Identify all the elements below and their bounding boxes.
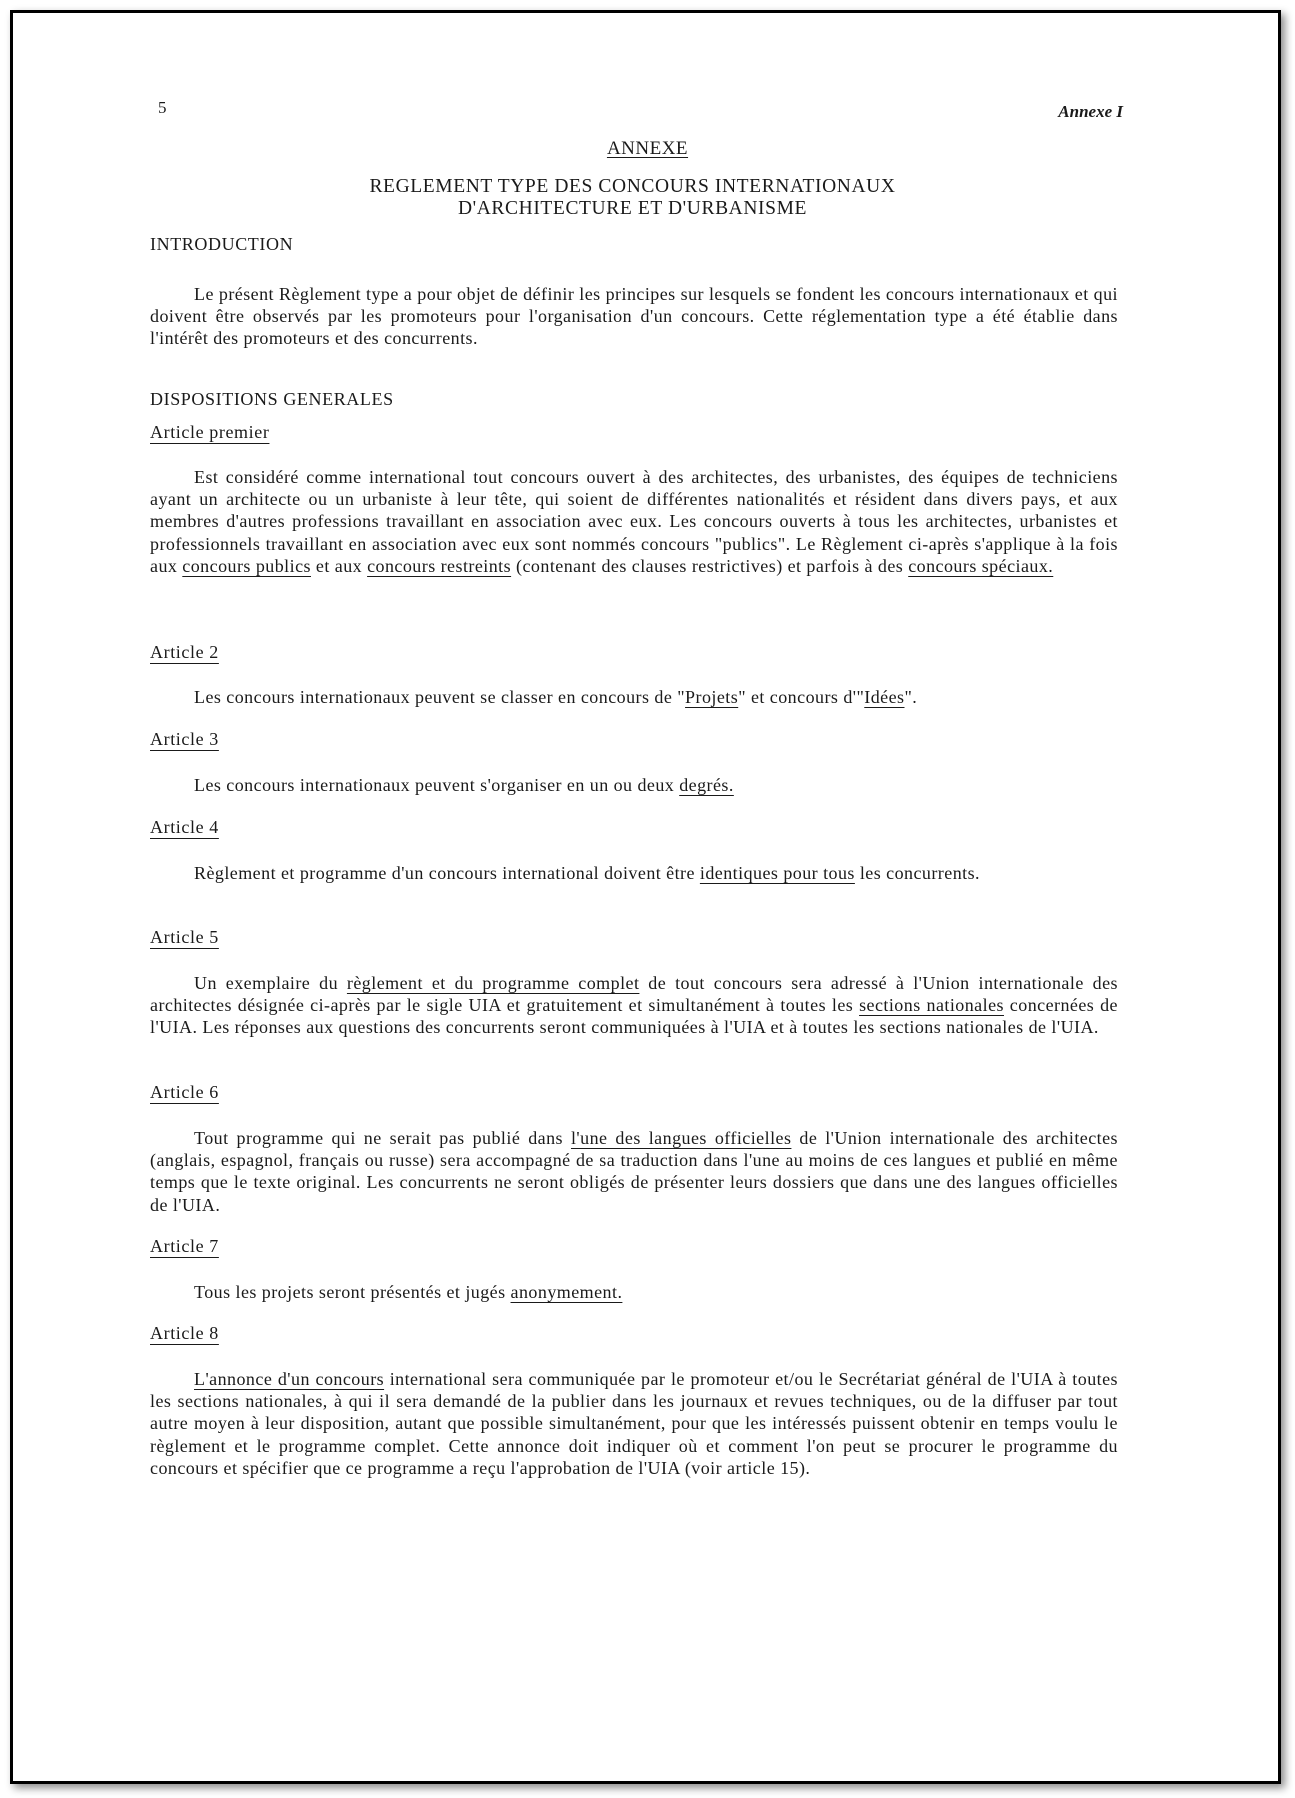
- article-6-text: Tout programme qui ne serait pas publié dans l'une des langues officielles de l'Union internationale des architectes (anglais, espagnol, français ou russe) sera accompagné de sa traduction dans l'une au moins de ces langues et publié en même temps que le texte original. Les concurrents ne seront obligés de présenter leurs dossiers que dans une des langues officielles de l'UIA.: [150, 1128, 1118, 1215]
- page-frame: [10, 10, 1281, 1784]
- article-8-text: L'annonce d'un concours international sera communiquée par le promoteur et/ou le Secrétariat général de l'UIA à toutes les sections nationales, à qui il sera demandé de la publier dans les journaux et revues techniques, ou de la diffuser par tout autre moyen à leur disposition, autant que possible simultanément, pour que les intéressés puissent obtenir en temps voulu le règlement et le programme complet. Cette annonce doit indiquer où et comment l'on peut se procurer le programme du concours et spécifier que ce programme a reçu l'approbation de l'UIA (voir article 15).: [150, 1369, 1118, 1478]
- introduction-text: Le présent Règlement type a pour objet de définir les principes sur lesquels se fondent les concours internationaux et qui doivent être observés par les promoteurs pour l'organisation d'un concours. Cette réglementation type a été établie dans l'intérêt des promoteurs et des concurrents.: [150, 284, 1118, 349]
- introduction-heading: INTRODUCTION: [150, 234, 294, 254]
- annex-label: Annexe I: [1058, 102, 1123, 121]
- annex-title: ANNEXE: [606, 138, 689, 159]
- article-5-text: Un exemplaire du règlement et du programme complet de tout concours sera adressé à l'Union internationale des architectes désignée ci-après par le sigle UIA et gratuitement et simultanément à toutes les sections nationales concernées de l'UIA. Les réponses aux questions des concurrents seront communiquées à l'UIA et à toutes les sections nationales de l'UIA.: [150, 973, 1118, 1038]
- article-1-text: Est considéré comme international tout concours ouvert à des architectes, des urbanistes, des équipes de techniciens ayant un architecte ou un urbaniste à leur tête, qui soient de différentes nationalités et résident dans divers pays, et aux membres d'autres professions travaillant en association avec eux. Les concours ouverts à tous les architectes, urbanistes et professionnels travaillant en association avec eux sont nommés concours "publics". Le Règlement ci-après s'applique à la fois aux concours publics et aux concours restreints (contenant des clauses restrictives) et parfois à des concours spéciaux.: [150, 467, 1118, 576]
- article-1-title: Article premier: [150, 422, 270, 442]
- article-7-title: Article 7: [150, 1236, 219, 1256]
- article-4-text: Règlement et programme d'un concours international doivent être identiques pour tous les concurrents.: [194, 863, 980, 883]
- article-4-title: Article 4: [150, 817, 219, 837]
- article-3-title: Article 3: [150, 729, 219, 749]
- article-3-text: Les concours internationaux peuvent s'organiser en un ou deux degrés.: [194, 775, 734, 795]
- article-8-title: Article 8: [150, 1323, 219, 1343]
- general-heading: DISPOSITIONS GENERALES: [150, 389, 394, 409]
- article-5-title: Article 5: [150, 927, 219, 947]
- main-title-line1: REGLEMENT TYPE DES CONCOURS INTERNATIONAUX: [369, 176, 896, 197]
- article-2-title: Article 2: [150, 642, 219, 662]
- article-2-text: Les concours internationaux peuvent se classer en concours de "Projets" et concours d'"Idées".: [194, 687, 918, 707]
- main-title-line2: D'ARCHITECTURE ET D'URBANISME: [457, 198, 808, 219]
- article-6-title: Article 6: [150, 1082, 219, 1102]
- article-7-text: Tous les projets seront présentés et jugés anonymement.: [194, 1282, 623, 1302]
- main-title: [0, 176, 1265, 220]
- page-number: 5: [158, 98, 167, 117]
